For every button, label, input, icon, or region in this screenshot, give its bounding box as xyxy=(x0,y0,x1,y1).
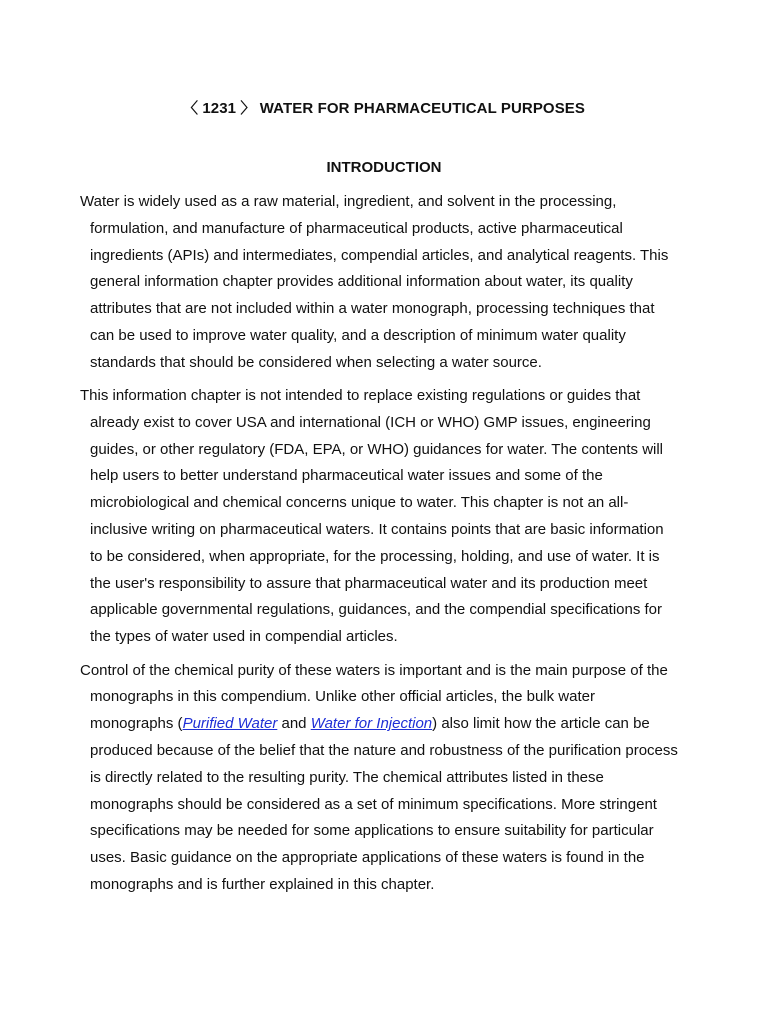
paragraph-text-segment: and xyxy=(277,715,311,733)
paragraph-chemical-purity xyxy=(80,658,680,899)
water-for-injection-link[interactable]: Water for Injection xyxy=(310,715,433,733)
paragraph-text-segment: ) also limit how the article can be produced because of the belief that the nature and robustness of the purification process is directly related to the resulting purity. The chemical attributes listed in these monographs should be considered as a set of minimum specifications. More stringent specifications may be needed for some applications to ensure suitability for particular uses. Basic guidance on the appropriate applications of these waters is found in the monographs and is further explained in this chapter. xyxy=(90,715,678,893)
chapter-title: 〈 1231 〉 WATER FOR PHARMACEUTICAL PURPOSES xyxy=(182,100,586,117)
purified-water-link[interactable]: Purified Water xyxy=(182,715,278,733)
section-heading: INTRODUCTION xyxy=(326,159,442,176)
paragraph-introduction: Water is widely used as a raw material, ingredient, and solvent in the processing, formulation, and manufacture of pharmaceutical products, active pharmaceutical ingredients (APIs) and intermediates, compendial articles, and analytical reagents. This general information chapter provides additional information about water, its quality attributes that are not included within a water monograph, processing techniques that can be used to improve water quality, and a description of minimum water quality standards that should be considered when selecting a water source. xyxy=(80,193,669,371)
document-body xyxy=(80,189,680,905)
paragraph-text-segment: Control of the chemical purity of these waters is important and is the main purpose of the monographs in this compendium. Unlike other official articles, the bulk water monographs ( xyxy=(80,661,668,733)
paragraph-scope: This information chapter is not intended to replace existing regulations or guides that already exist to cover USA and international (ICH or WHO) GMP issues, engineering guides, or other regulatory (FDA, EPA, or WHO) guidances for water. The contents will help users to better understand pharmaceutical water issues and some of the microbiological and chemical concerns unique to water. This chapter is not an all-inclusive writing on pharmaceutical waters. It contains points that are basic information to be considered, when appropriate, for the processing, holding, and use of water. It is the user's responsibility to assure that pharmaceutical water and its production meet applicable governmental regulations, guidances, and the compendial specifications for the types of water used in compendial articles. xyxy=(80,387,664,646)
